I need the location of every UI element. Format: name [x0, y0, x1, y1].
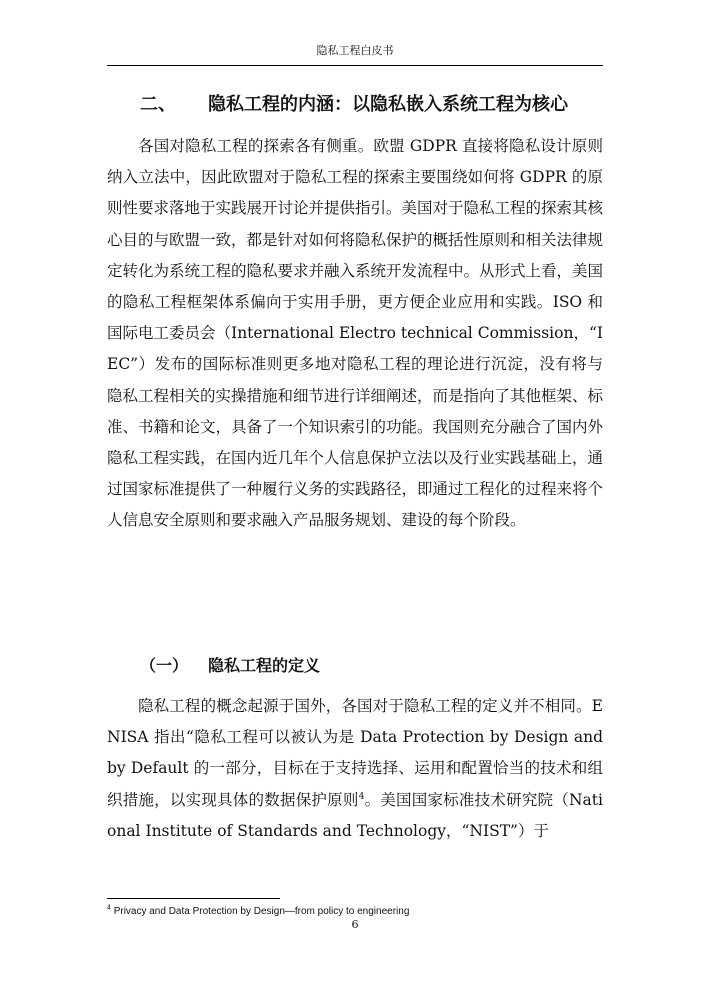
section-title: 隐私工程的内涵：以隐私嵌入系统工程为核心	[208, 94, 568, 115]
section-number: 二、	[140, 94, 176, 115]
running-header: 隐私工程白皮书	[316, 44, 394, 57]
footnote-text: Privacy and Data Protection by Design—from policy to engineering	[113, 906, 410, 917]
section-heading	[140, 92, 610, 118]
page-number: 6	[351, 918, 359, 931]
footnote	[107, 905, 603, 918]
footnote-number: 4	[107, 904, 111, 912]
header-rule	[107, 65, 603, 66]
paragraph-text: 隐私工程的概念起源于国外，各国对于隐私工程的定义并不相同。ENISA 指出“隐私工程可以被认为是 Data Protection by Design and by Default 的一部分，目标在于支持选择、运用和配置恰当的技术和组织措施，以实现具体的数据保护原则	[107, 697, 603, 809]
subsection-title: 隐私工程的定义	[208, 656, 321, 675]
paragraph: 各国对隐私工程的探索各有侧重。欧盟 GDPR 直接将隐私设计原则纳入立法中，因此欧盟对于隐私工程的探索主要围绕如何将 GDPR 的原则性要求落地于实践展开讨论并提供指引。美国对于隐私工程的探索其核心目的与欧盟一致，都是针对如何将隐私保护的概括性原则和相关法律规定转化为系统工程的隐私要求并融入系统开发流程中。从形式上看，美国的隐私工程框架体系偏向于实用手册，更方便企业应用和实践。ISO 和国际电工委员会（International Electro technical Commission，“IEC”）发布的国际标准则更多地对隐私工程的理论进行沉淀，没有将与隐私工程相关的实操措施和细节进行详细阐述，而是指向了其他框架、标准、书籍和论文，具备了一个知识索引的功能。我国则充分融合了国内外隐私工程实践，在国内近几年个人信息保护立法以及行业实践基础上，通过国家标准提供了一种履行义务的实践路径，即通过工程化的过程来将个人信息安全原则和要求融入产品服务规划、建设的每个阶段。	[107, 137, 604, 530]
paragraph-text: 。美国国家标准技术研究院（National Institute of Standards and Technology，“NIST”）于	[107, 790, 603, 840]
subsection-number: （一）	[140, 656, 189, 675]
footnote-rule	[107, 898, 280, 899]
footnote-reference[interactable]: 4	[358, 791, 365, 802]
paragraph	[107, 691, 603, 847]
subsection-heading	[140, 654, 610, 678]
